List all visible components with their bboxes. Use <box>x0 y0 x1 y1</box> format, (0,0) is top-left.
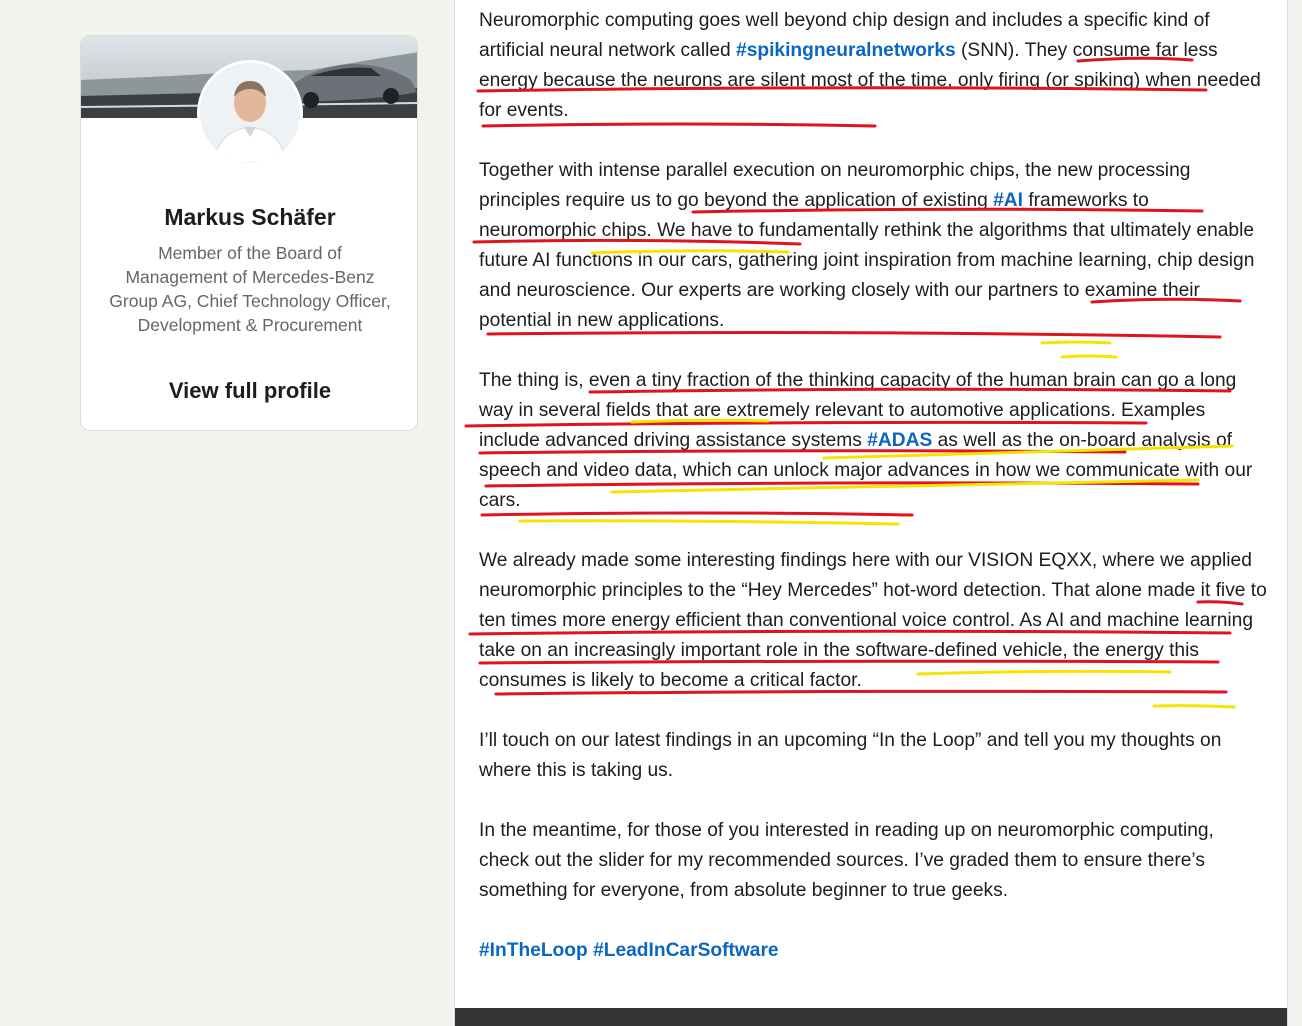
hashtag-leadincarsoftware[interactable]: #LeadInCarSoftware <box>593 940 779 961</box>
profile-avatar <box>197 60 303 166</box>
paragraph-in-the-loop: I’ll touch on our latest findings in an upcoming “In the Loop” and tell you my thoughts on where this is taking us. <box>479 730 1222 781</box>
paragraph-text: frameworks to neuromorphic chips. We have to fundamentally rethink the algorithms that ultimately enable future AI functions in our cars, gathering joint inspiration from machine learning, chip design and neuroscience. Our experts are working closely with our partners to examine their potential in new applications. <box>479 190 1255 331</box>
view-full-profile-link[interactable]: View full profile <box>168 378 332 403</box>
bottom-toolbar <box>455 1008 1287 1026</box>
profile-name[interactable]: Markus Schäfer <box>164 204 336 230</box>
paragraph-processing <box>479 156 1269 336</box>
profile-card <box>80 35 418 431</box>
paragraph-text: The thing is, even a tiny fraction of the thinking capacity of the human brain can go a long way in several fields that are extremely relevant to automotive applications. Examples include advanced driving assistance systems <box>479 370 1237 451</box>
paragraph-vision-eqxx: We already made some interesting findings here with our VISION EQXX, where we applied neuromorphic principles to the “Hey Mercedes” hot-word detection. That alone made it five to ten times more energy efficient than conventional voice control. As AI and machine learning take on an increasingly important role in the software-defined vehicle, the energy this consumes is likely to become a critical factor. <box>479 550 1267 691</box>
hashtag-ai[interactable]: #AI <box>993 190 1023 211</box>
hashtag-adas[interactable]: #ADAS <box>867 430 933 451</box>
hashtag-line <box>479 936 1269 966</box>
profile-headline: Member of the Board of Management of Mercedes-Benz Group AG, Chief Technology Officer, Development & Procurement <box>109 243 391 335</box>
paragraph-text: as well as the on-board analysis of speech and video data, which can unlock major advances in how we communicate with our cars. <box>479 430 1253 511</box>
paragraph-snn <box>479 6 1269 126</box>
hashtag-spikingneuralnetworks[interactable]: #spikingneuralnetworks <box>736 40 956 61</box>
avatar-photo <box>200 63 300 163</box>
paragraph-sources: In the meantime, for those of you interested in reading up on neuromorphic computing, check out the slider for my recommended sources. I’ve graded them to ensure there’s something for everyone, from absolute beginner to true geeks. <box>479 820 1214 901</box>
paragraph-text: (SNN). They consume far less energy because the neurons are silent most of the time, only firing (or spiking) when needed for events. <box>479 40 1261 121</box>
paragraph-text: Neuromorphic computing goes well beyond chip design and includes a specific kind of artificial neural network called <box>479 10 1210 61</box>
paragraph-text: Together with intense parallel execution on neuromorphic chips, the new processing principles require us to go beyond the application of existing <box>479 160 1191 211</box>
article-body <box>479 6 1269 996</box>
paragraph-automotive <box>479 366 1269 516</box>
article-panel <box>454 0 1288 1026</box>
hashtag-intheloop[interactable]: #InTheLoop <box>479 940 588 961</box>
